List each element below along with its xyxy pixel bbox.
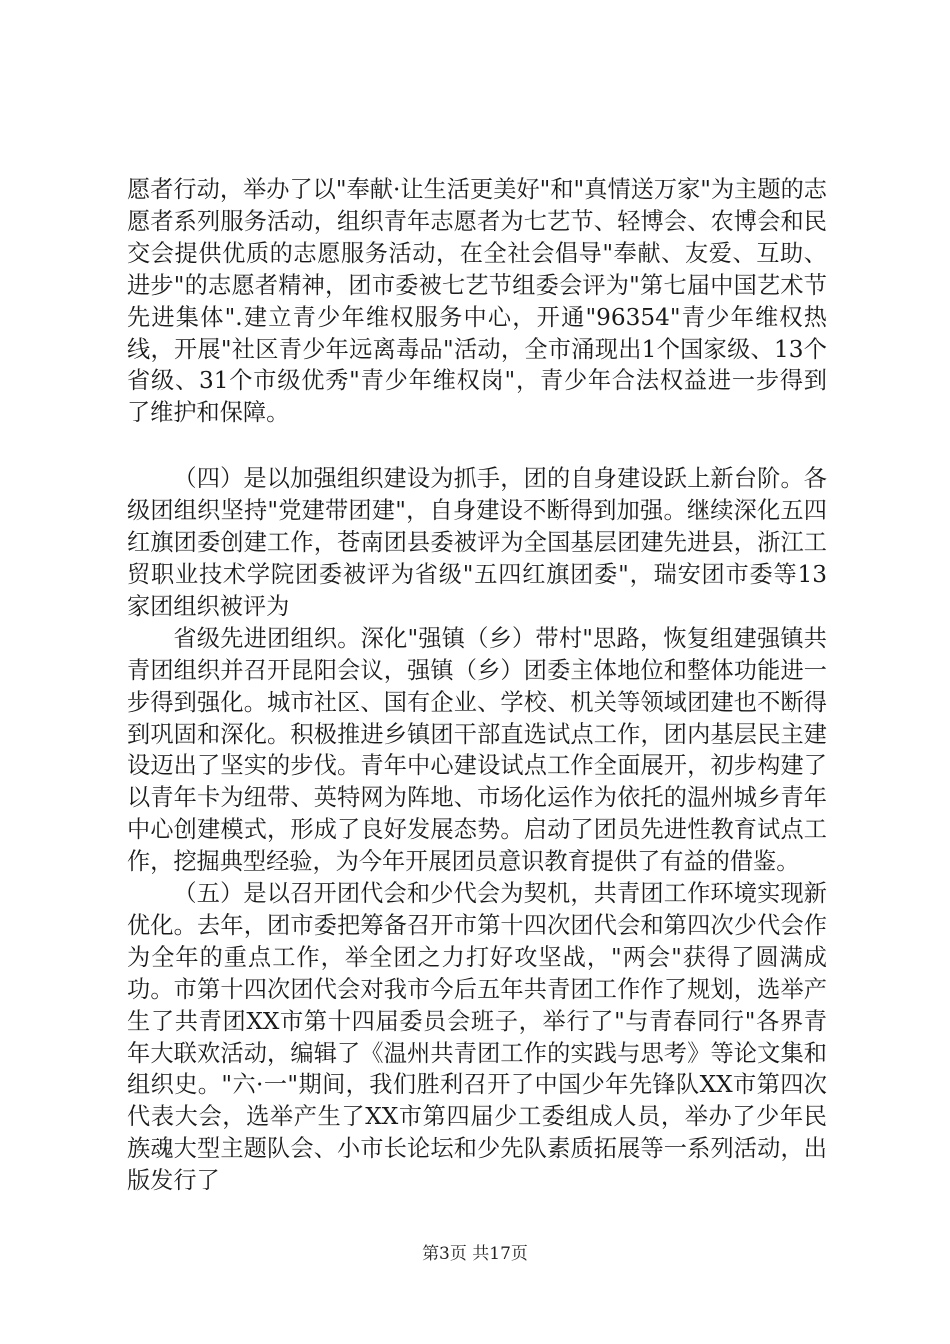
paragraph-organization-building: （四）是以加强组织建设为抓手，团的自身建设跃上新台阶。各级团组织坚持"党建带团建"，自身建设不断得到加强。继续深化五四红旗团委创建工作，苍南团县委被评为全国基层团建先进县，浙江工贸职业技术学院团委被评为省级"五四红旗团委"，瑞安团市委等13家团组织被评为: [127, 465, 827, 620]
paragraph-provincial-units: 省级先进团组织。深化"强镇（乡）带村"思路，恢复组建强镇共青团组织并召开昆阳会议，强镇（乡）团委主体地位和整体功能进一步得到强化。城市社区、国有企业、学校、机关等领域团建也不断得到巩固和深化。积极推进乡镇团干部直选试点工作，团内基层民主建设迈出了坚实的步伐。青年中心建设试点工作全面展开，初步构建了以青年卡为纽带、英特网为阵地、市场化运作为依托的温州城乡青年中心创建模式，形成了良好发展态势。启动了团员先进性教育试点工作，挖掘典型经验，为今年开展团员意识教育提供了有益的借鉴。: [127, 624, 827, 876]
page-number-footer: 第3页 共17页: [422, 1244, 528, 1264]
paragraph-volunteer-rights: 愿者行动，举办了以"奉献·让生活更美好"和"真情送万家"为主题的志愿者系列服务活动，组织青年志愿者为七艺节、轻博会、农博会和民交会提供优质的志愿服务活动，在全社会倡导"奉献、友爱、互助、进步"的志愿者精神，团市委被七艺节组委会评为"第七届中国艺术节先进集体".建立青少年维权服务中心，开通"96354"青少年维权热线，开展"社区青少年远离毒品"活动，全市涌现出1个国家级、13个省级、31个市级优秀"青少年维权岗"，青少年合法权益进一步得到了维护和保障。: [127, 176, 827, 427]
paragraph-congress: （五）是以召开团代会和少代会为契机，共青团工作环境实现新优化。去年，团市委把筹备召开市第十四次团代会和第四次少代会作为全年的重点工作，举全团之力打好攻坚战，"两会"获得了圆满成功。市第十四次团代会对我市今后五年共青团工作作了规划，选举产生了共青团XX市第十四届委员会班子，举行了"与青春同行"各界青年大联欢活动，编辑了《温州共青团工作的实践与思考》等论文集和组织史。"六·一"期间，我们胜利召开了中国少年先锋队XX市第四次代表大会，选举产生了XX市第四届少工委组成人员，举办了少年民族魂大型主题队会、小市长论坛和少先队素质拓展等一系列活动，出版发行了: [127, 880, 827, 1195]
paragraph-gap: [127, 429, 827, 463]
document-body: [127, 174, 827, 1197]
